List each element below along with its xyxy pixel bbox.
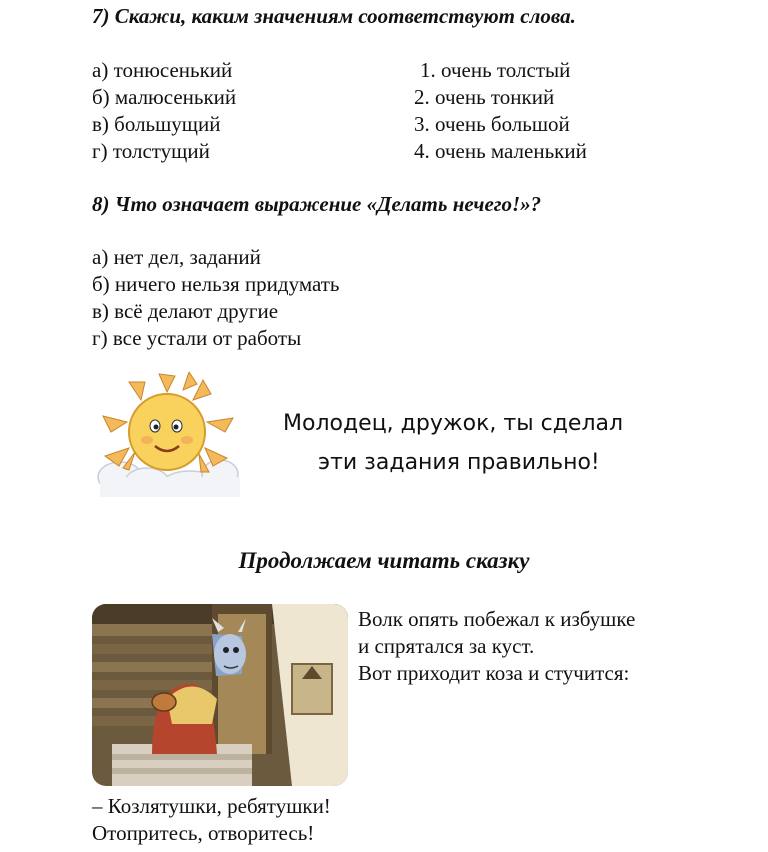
task8-heading: 8) Что означает выражение «Делать нечего!»? [92,192,542,216]
task7-left-a: а) тонюсенький [92,58,233,82]
task7-right-3: 3. очень большой [414,112,570,136]
praise-line-1: Молодец, дружок, ты сделал [283,411,624,436]
task7-left-c: в) большущий [92,112,221,136]
story-right-line-2: и спрятался за куст. [358,634,535,658]
task7-right-1: 1. очень толстый [420,58,571,82]
story-right-line-1: Волк опять побежал к избушке [358,607,636,631]
goat-at-hut-illustration [92,604,348,786]
story-right-line-3: Вот приходит коза и стучится: [358,661,630,685]
praise-line-2: эти задания правильно! [318,450,600,475]
task7-right-2: 2. очень тонкий [414,85,555,109]
sun-face [129,394,205,470]
smiling-sun-illustration [95,372,240,497]
task7-left-b: б) малюсенький [92,85,237,109]
task7-left-d: г) толстущий [92,139,210,163]
task7-heading: 7) Скажи, каким значениям соответствуют слова. [92,4,576,28]
task8-option-a: а) нет дел, заданий [92,245,261,269]
story-bottom-line-1: – Козлятушки, ребятушки! [92,794,331,818]
task8-option-b: б) ничего нельзя придумать [92,272,340,296]
task8-option-d: г) все устали от работы [92,326,302,350]
story-bottom-line-2: Отопритесь, отворитесь! [92,821,315,845]
task7-right-4: 4. очень маленький [414,139,587,163]
story-title: Продолжаем читать сказку [238,548,530,573]
task8-option-c: в) всё делают другие [92,299,279,323]
